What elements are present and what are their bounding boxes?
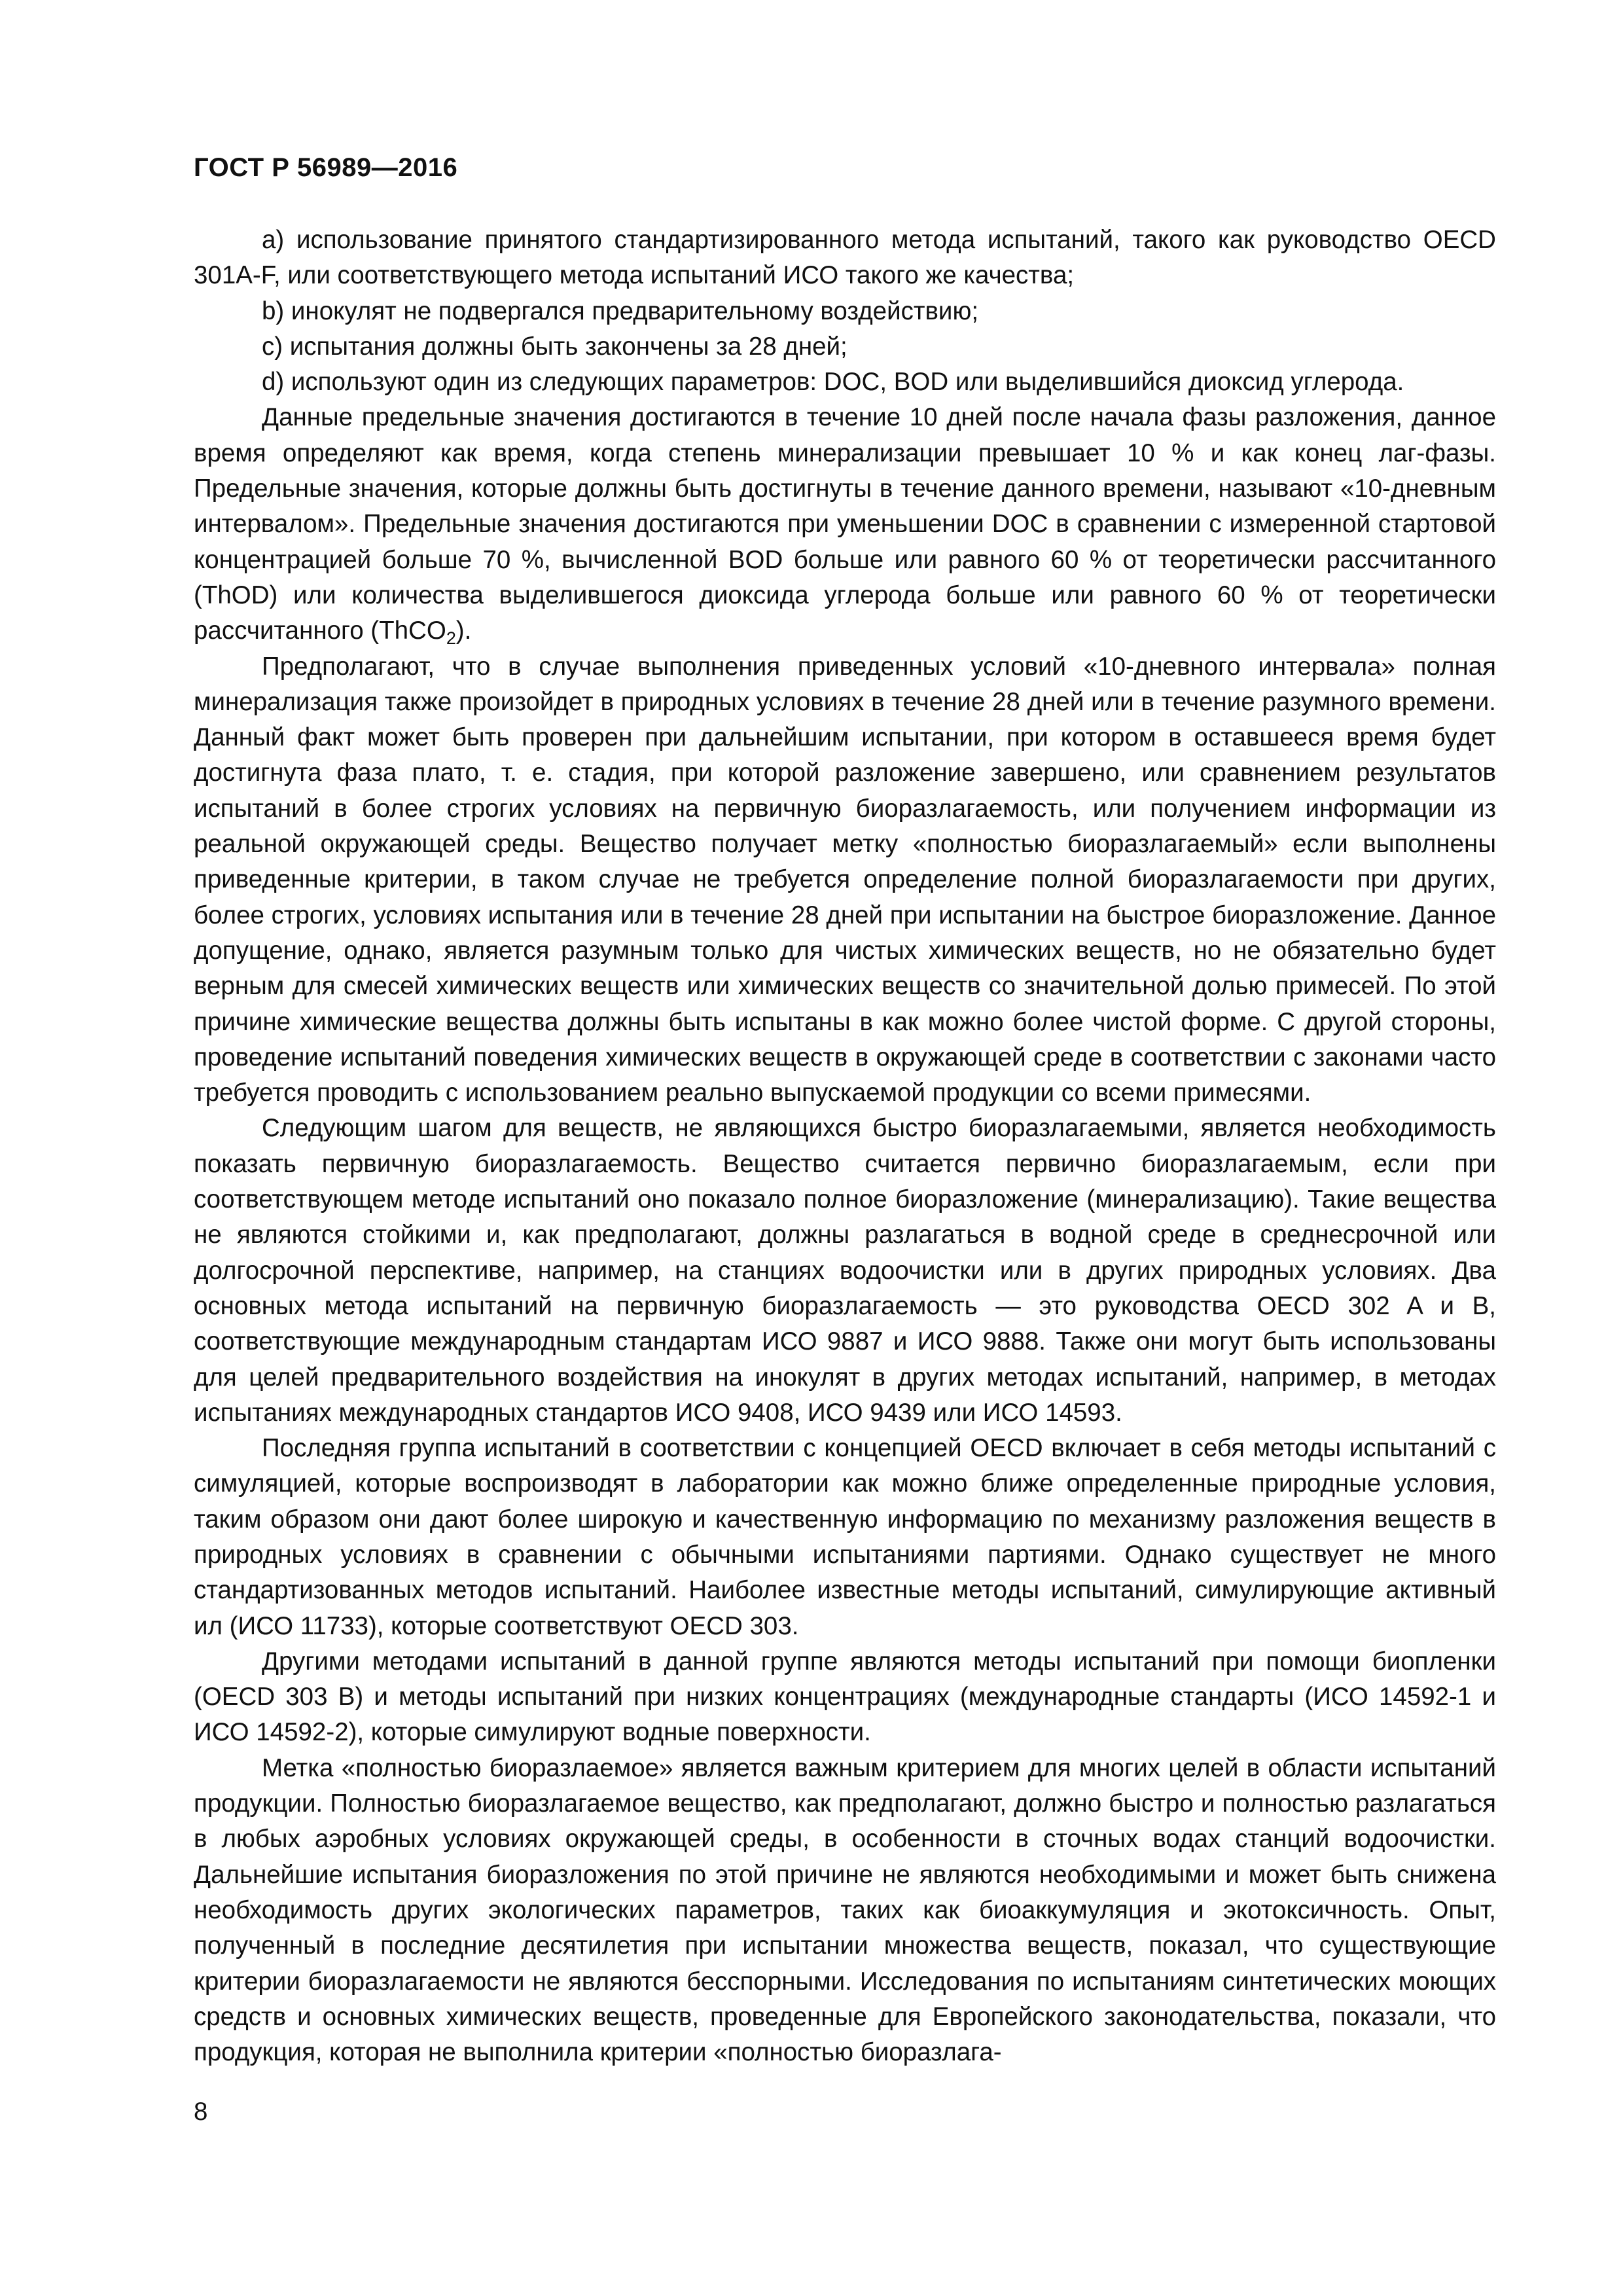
page-number: 8 (194, 2098, 208, 2126)
paragraph-thresholds (194, 400, 1496, 649)
paragraph-primary-biodegradability: Следующим шагом для веществ, не являющихся быстро биоразлагаемыми, является необходимость показать первичную биоразлагаемость. Вещество считается первично биоразлагаемым, если при соответствующем методе испытаний оно показало полное биоразложение (минерализацию). Такие вещества не являются стойкими и, как предполагают, должны разлагаться в водной среде в среднесрочной или долгосрочной перспективе, например, на станциях водоочистки или в других природных условиях. Два основных метода испытаний на первичную биоразлагаемость — это руководства OECD 302 A и B, соответствующие международным стандартам ИСО 9887 и ИСО 9888. Также они могут быть использованы для целей предварительного воздействия на инокулят в других методах испытаний, например, в методах испытаниях международных стандартов ИСО 9408, ИСО 9439 или ИСО 14593. (194, 1114, 1496, 1427)
subscript-two: 2 (446, 628, 456, 649)
list-item-b: b) инокулят не подвергался предварительному воздействию; (262, 296, 979, 325)
document-body (194, 223, 1496, 2070)
list-item-a: a) использование принятого стандартизированного метода испытаний, такого как руководство OECD 301A-F, или соответствующего метода испытаний ИСО такого же качества; (194, 226, 1496, 290)
paragraph-simulation-tests: Последняя группа испытаний в соответствии с концепцией OECD включает в себя методы испытаний с симуляцией, которые воспроизводят в лаборатории как можно ближе определенные природные условия, таким образом они дают более широкую и качественную информацию по механизму разложения веществ в природных условиях в сравнении с обычными испытаниями партиями. Однако существует не много стандартизованных методов испытаний. Наиболее известные методы испытаний, симулирующие активный ил (ИСО 11733), которые соответствуют OECD 303. (194, 1434, 1496, 1640)
paragraph-readily-biodegradable: Метка «полностью биоразлаемое» является важным критерием для многих целей в области испытаний продукции. Полностью биоразлагаемое вещество, как предполагают, должно быстро и полностью разлагаться в любых аэробных условиях окружающей среды, в особенности в сточных водах станций водоочистки. Дальнейшие испытания биоразложения по этой причине не являются необходимыми и может быть снижена необходимость других экологических параметров, таких как биоаккумуляция и экотоксичность. Опыт, полученный в последние десятилетия при испытании множества веществ, показал, что существующие критерии биоразлагаемости не являются бесспорными. Исследования по испытаниям синтетических моющих средств и основных химических веществ, проведенные для Европейского законодательства, показали, что продукция, которая не выполнила критерии «полностью биоразлага- (194, 1753, 1496, 2067)
paragraph-thresholds-end: ). (455, 617, 472, 645)
list-item-c: c) испытания должны быть закончены за 28 дней; (262, 332, 847, 361)
paragraph-thresholds-text: Данные предельные значения достигаются в течение 10 дней после начала фазы разложения, данное время определяют как время, когда степень минерализации превышает 10 % и как конец лаг-фазы. Предельные значения, которые должны быть достигнуты в течение данного времени, называют «10-дневным интервалом». Предельные значения достигаются при уменьшении DOC в сравнении с измеренной стартовой концентрацией больше 70 %, вычисленной BOD больше или равного 60 % от теоретически рассчитанного (ThOD) или количества выделившегося диоксида углерода больше или равного 60 % от теоретически рассчитанного (ThCO (194, 403, 1496, 645)
paragraph-ten-day-window: Предполагают, что в случае выполнения приведенных условий «10-дневного интервала» полная минерализация также произойдет в природных условиях в течение 28 дней или в течение разумного времени. Данный факт может быть проверен при дальнейшим испытании, при котором в оставшееся время будет достигнута фаза плато, т. е. стадия, при которой разложение завершено, или сравнением результатов испытаний в более строгих условиях на первичную биоразлагаемость, или получением информации из реальной окружающей среды. Вещество получает метку «полностью биоразлагаемый» если выполнены приведенные критерии, в таком случае не требуется определение полной биоразлагаемости при других, более строгих, условиях испытания или в течение 28 дней при испытании на быстрое биоразложение. Данное допущение, однако, является разумным только для чистых химических веществ, но не обязательно будет верным для смесей химических веществ или химических веществ со значительной долью примесей. По этой причине химические вещества должны быть испытаны в как можно более чистой форме. С другой стороны, проведение испытаний поведения химических веществ в окружающей среде в соответствии с законами часто требуется проводить с использованием реально выпускаемой продукции со всеми примесями. (194, 652, 1496, 1107)
document-header: ГОСТ Р 56989—2016 (194, 153, 458, 182)
paragraph-biofilm-tests: Другими методами испытаний в данной группе являются методы испытаний при помощи биопленки (OECD 303 B) и методы испытаний при низких концентрациях (международные стандарты (ИСО 14592-1 и ИСО 14592-2), которые симулируют водные поверхности. (194, 1647, 1496, 1747)
list-item-d: d) используют один из следующих параметров: DOC, BOD или выделившийся диоксид углерода. (262, 368, 1404, 397)
